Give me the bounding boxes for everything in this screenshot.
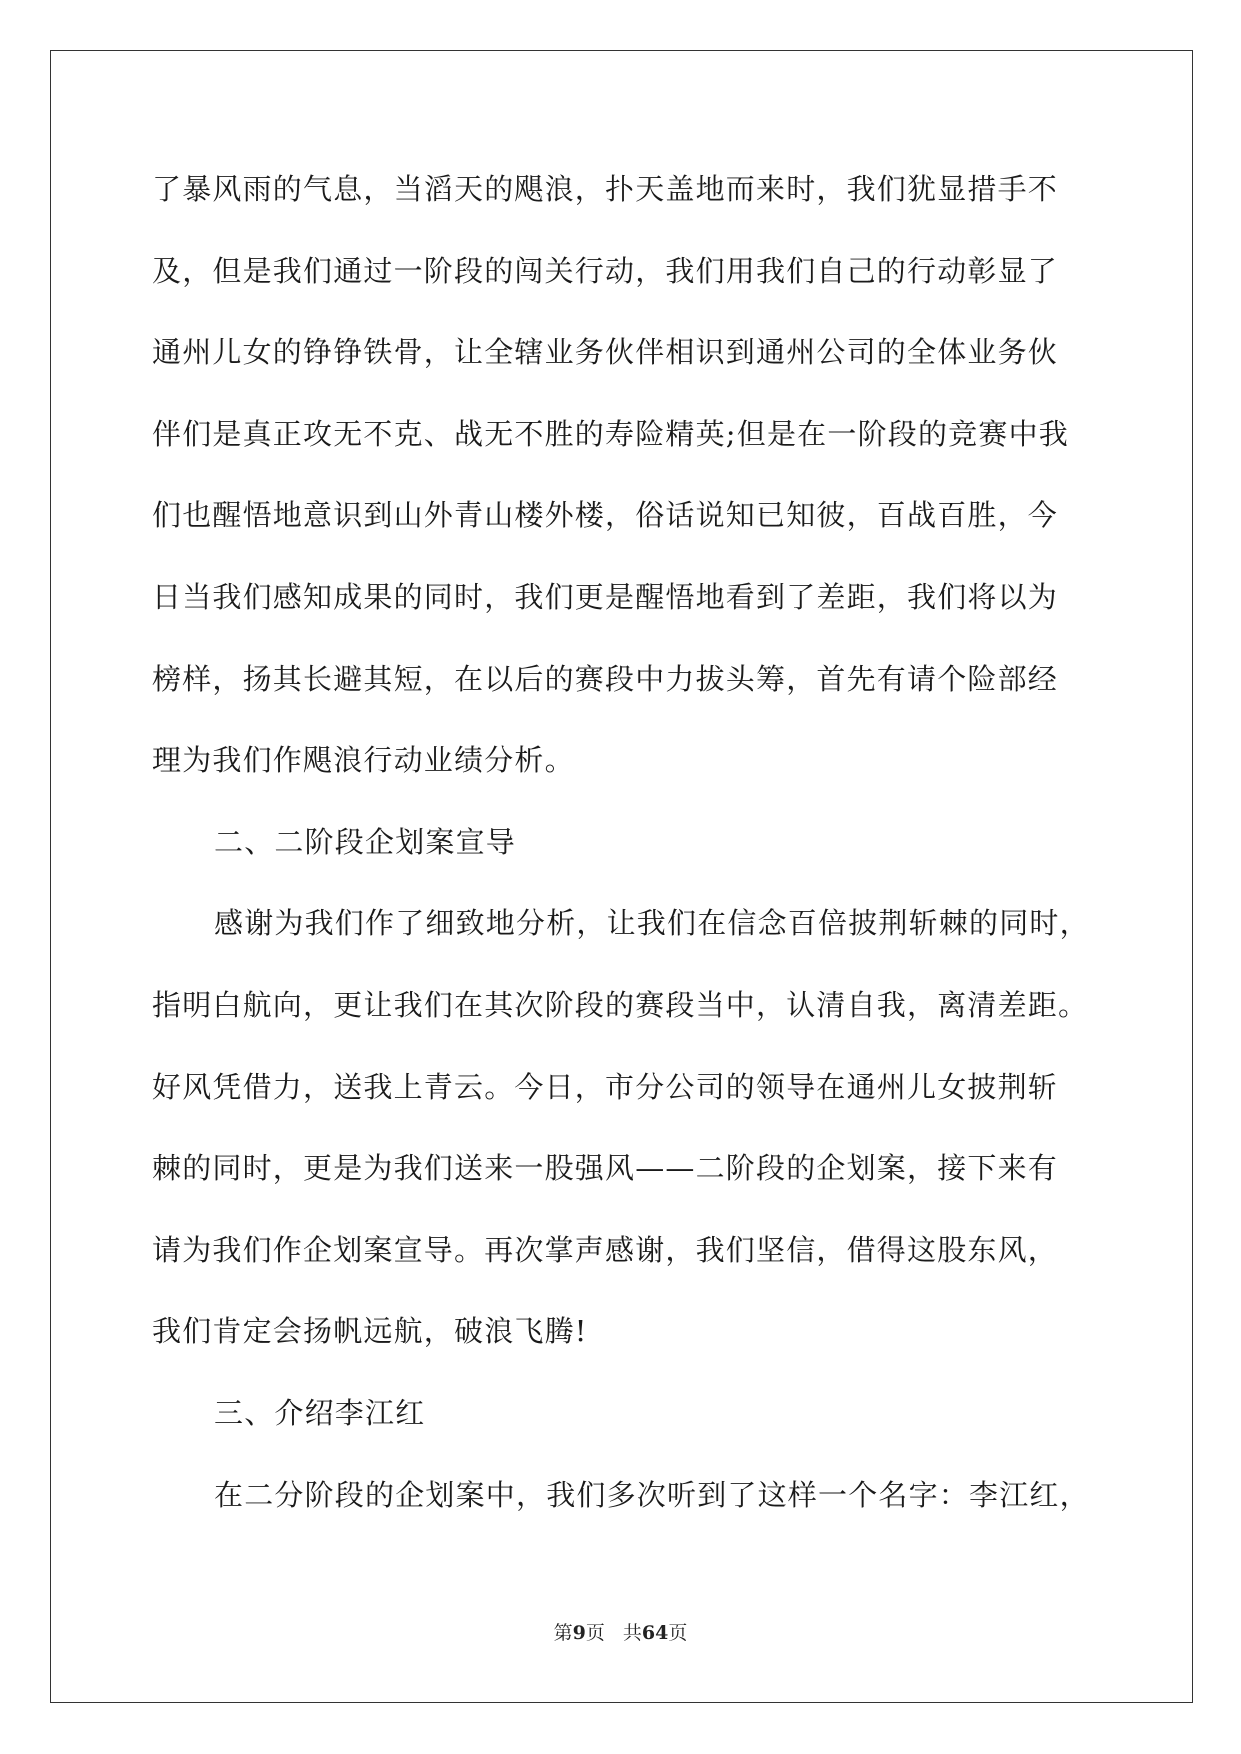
document-body	[152, 159, 1092, 1546]
body-line: 日当我们感知成果的同时，我们更是醒悟地看到了差距，我们将以为	[152, 579, 1059, 614]
body-line: 在二分阶段的企划案中，我们多次听到了这样一个名字：李江红，	[214, 1477, 1090, 1512]
body-line: 榜样，扬其长避其短，在以后的赛段中力拔头筹，首先有请个险部经	[152, 661, 1059, 696]
body-line: 我们肯定会扬帆远航，破浪飞腾!	[152, 1314, 588, 1349]
total-pages: 64	[641, 1622, 669, 1644]
total-suffix: 页	[668, 1622, 688, 1644]
body-line: 们也醒悟地意识到山外青山楼外楼，俗话说知已知彼，百战百胜，今	[152, 498, 1059, 533]
body-line: 指明白航向，更让我们在其次阶段的赛段当中，认清自我，离清差距。	[152, 987, 1089, 1022]
body-line: 请为我们作企划案宣导。再次掌声感谢，我们坚信，借得这股东风，	[152, 1232, 1059, 1267]
page-suffix: 页	[585, 1622, 605, 1644]
total-prefix: 共	[622, 1622, 642, 1644]
body-line: 及，但是我们通过一阶段的闯关行动，我们用我们自己的行动彰显了	[152, 253, 1059, 288]
section-heading: 二、二阶段企划案宣导	[214, 824, 517, 859]
body-line: 好风凭借力，送我上青云。今日，市分公司的领导在通州儿女披荆斩	[152, 1069, 1059, 1104]
body-line: 棘的同时，更是为我们送来一股强风——二阶段的企划案，接下来有	[152, 1151, 1059, 1186]
page-prefix: 第	[553, 1622, 573, 1644]
page-footer	[0, 1618, 1241, 1645]
section-heading: 三、介绍李江红	[214, 1395, 426, 1430]
body-line: 理为我们作飓浪行动业绩分析。	[152, 743, 575, 778]
body-line: 通州儿女的铮铮铁骨，让全辖业务伙伴相识到通州公司的全体业务伙	[152, 335, 1059, 370]
page-number: 9	[572, 1622, 586, 1644]
body-line: 伴们是真正攻无不克、战无不胜的寿险精英;但是在一阶段的竞赛中我	[152, 416, 1069, 451]
body-line: 感谢为我们作了细致地分析，让我们在信念百倍披荆斩棘的同时，	[214, 906, 1090, 941]
body-line: 了暴风雨的气息，当滔天的飓浪，扑天盖地而来时，我们犹显措手不	[152, 172, 1059, 206]
